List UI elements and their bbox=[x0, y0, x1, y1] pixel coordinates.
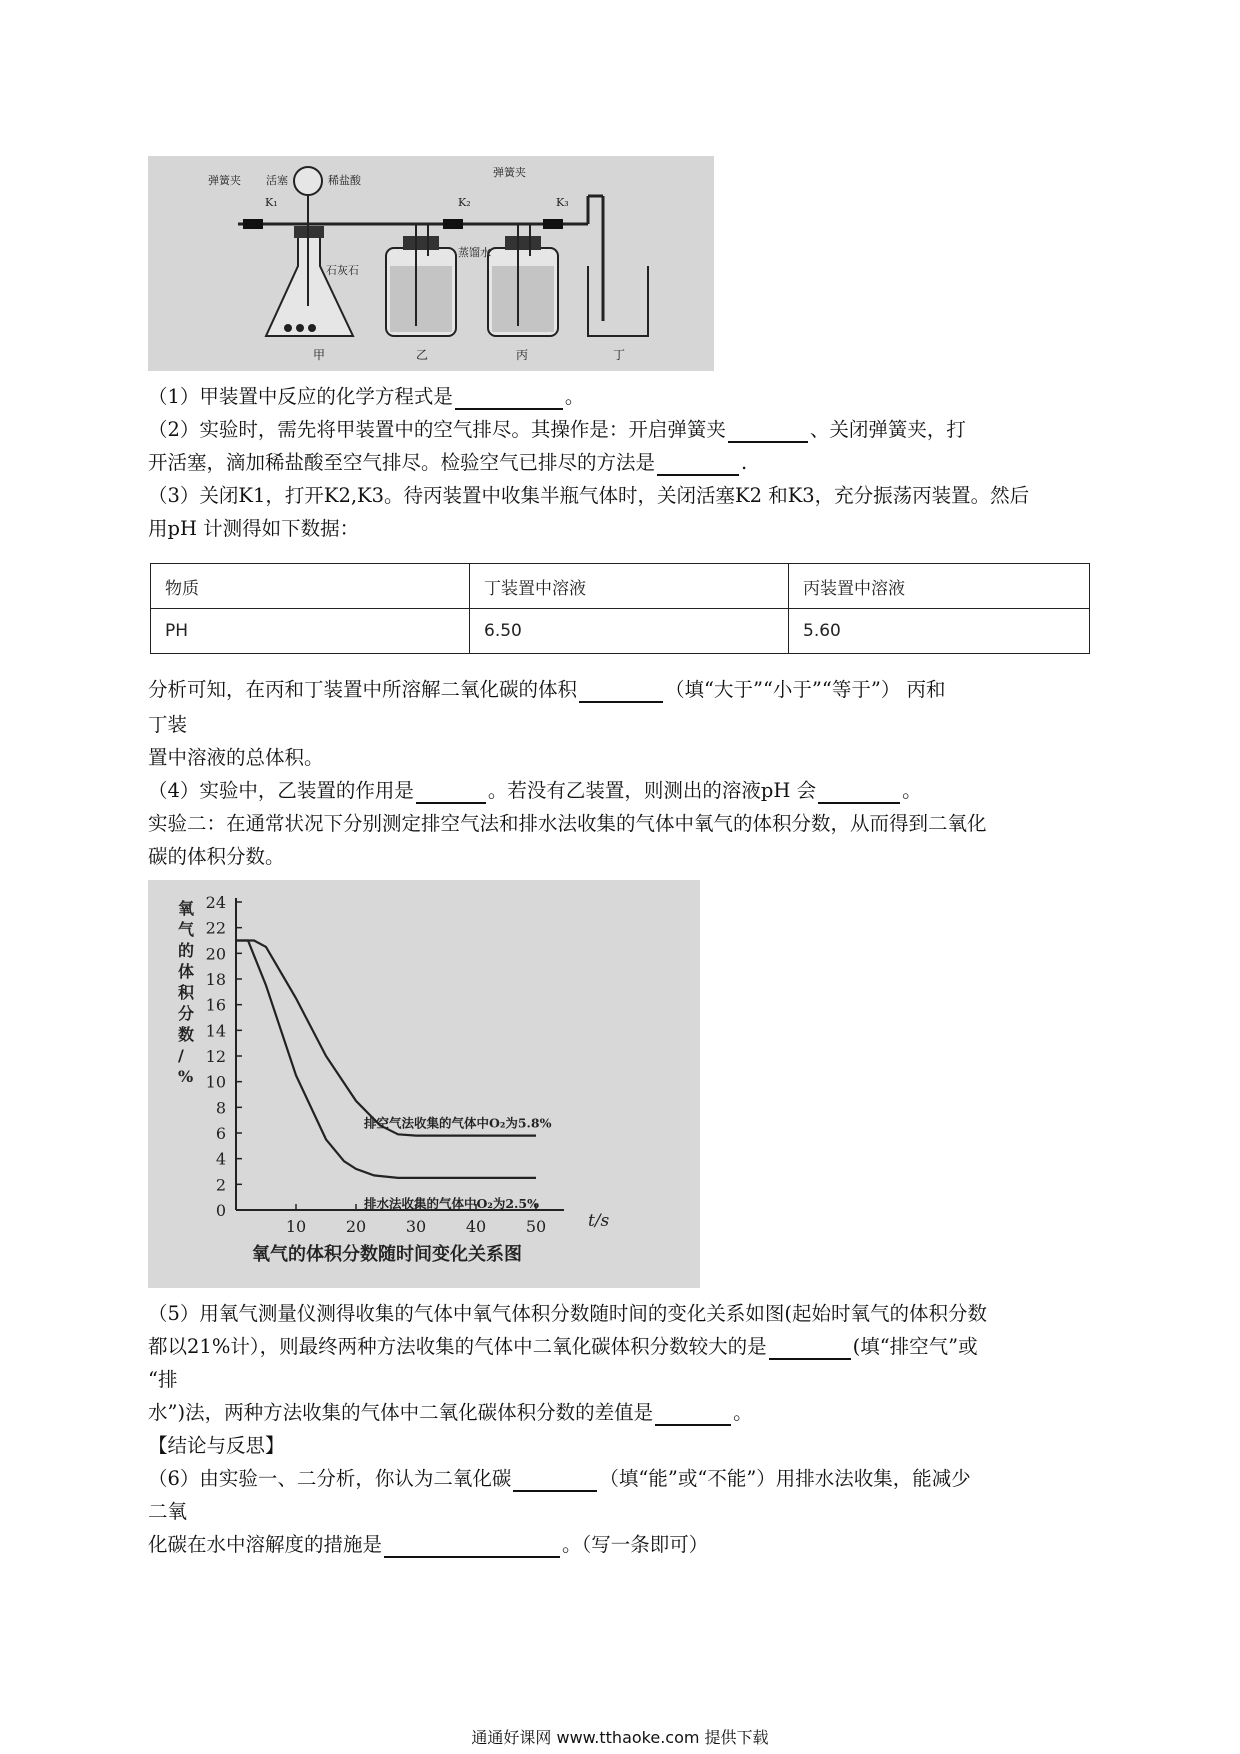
y-tick-label: 16 bbox=[205, 995, 226, 1015]
answer-blank[interactable] bbox=[416, 782, 486, 804]
y-tick-label: 14 bbox=[205, 1021, 226, 1041]
y-label-char: % bbox=[178, 1067, 194, 1086]
question-3-line-2: 用pH 计测得如下数据： bbox=[148, 517, 360, 540]
y-tick-label: 4 bbox=[215, 1149, 226, 1169]
answer-blank[interactable] bbox=[513, 1470, 597, 1492]
answer-blank[interactable] bbox=[728, 421, 808, 443]
label-k1: K₁ bbox=[265, 196, 278, 209]
footer-credit: 通通好课网 www.tthaoke.com 提供下载 bbox=[471, 1728, 769, 1747]
y-tick-label: 22 bbox=[205, 918, 226, 938]
apparatus-figure bbox=[148, 156, 714, 371]
question-6-line-2: 二氧 bbox=[148, 1500, 188, 1523]
y-label-char: 体 bbox=[178, 962, 195, 981]
y-tick-label: 12 bbox=[205, 1047, 226, 1066]
label-k3: K₃ bbox=[556, 196, 569, 209]
label-yi: 乙 bbox=[416, 348, 429, 362]
x-tick-label: 50 bbox=[525, 1217, 547, 1236]
chart-xlabel: t/s bbox=[588, 1211, 610, 1231]
table-cell: 6.50 bbox=[470, 609, 789, 654]
ph-table bbox=[150, 563, 1090, 654]
label-piston: 活塞 bbox=[266, 174, 288, 187]
label-dilute-hcl: 稀盐酸 bbox=[328, 174, 361, 187]
label-jia: 甲 bbox=[313, 348, 326, 362]
label-ding: 丁 bbox=[613, 348, 626, 362]
label-spring-clamp-2: 弹簧夹 bbox=[493, 166, 526, 179]
label-limestone: 石灰石 bbox=[326, 264, 359, 277]
answer-blank[interactable] bbox=[818, 782, 900, 804]
y-tick-label: 24 bbox=[205, 893, 226, 912]
y-label-char: 分 bbox=[178, 1004, 195, 1023]
answer-blank[interactable] bbox=[455, 388, 563, 410]
question-5-line-2: 都以21%计），则最终两种方法收集的气体中二氧化碳体积分数较大的是 (填“排空气”或 bbox=[148, 1335, 978, 1358]
y-tick-label: 10 bbox=[205, 1072, 226, 1092]
table-header-cell: 丙装置中溶液 bbox=[789, 564, 1090, 609]
label-bing: 丙 bbox=[516, 348, 529, 362]
analysis-line-3: 置中溶液的总体积。 bbox=[148, 746, 324, 769]
question-5-line-3: “排 bbox=[148, 1368, 178, 1391]
answer-blank[interactable] bbox=[579, 681, 663, 703]
table-header-row bbox=[151, 564, 1090, 609]
question-5-line-4: 水”)法，两种方法收集的气体中二氧化碳体积分数的差值是 。 bbox=[148, 1401, 753, 1424]
question-3-line-1: （3）关闭K1，打开K2,K3。待丙装置中收集半瓶气体时，关闭活塞K2 和K3，充分振荡丙装置。然后 bbox=[148, 484, 1030, 507]
analysis-line-2: 丁装 bbox=[148, 713, 188, 736]
y-tick-label: 6 bbox=[215, 1124, 226, 1143]
series-label: 排水法收集的气体中O₂为2.5% bbox=[364, 1195, 539, 1211]
question-5-line-1: （5）用氧气测量仪测得收集的气体中氧气体积分数随时间的变化关系如图(起始时氧气的体积分数 bbox=[148, 1302, 988, 1325]
y-tick-label: 8 bbox=[215, 1098, 226, 1118]
answer-blank[interactable] bbox=[769, 1338, 851, 1360]
question-4: （4）实验中，乙装置的作用是 。若没有乙装置，则测出的溶液pH 会 。 bbox=[148, 779, 922, 802]
y-label-char: 积 bbox=[178, 983, 195, 1002]
label-k2: K₂ bbox=[458, 196, 471, 209]
x-tick-label: 20 bbox=[345, 1217, 367, 1236]
label-distilled-water: 蒸馏水 bbox=[458, 246, 491, 259]
table-row bbox=[151, 609, 1090, 654]
analysis-line-1: 分析可知，在丙和丁装置中所溶解二氧化碳的体积 （填“大于”“小于”“等于”） 丙和 bbox=[148, 678, 946, 701]
x-tick-label: 10 bbox=[285, 1217, 307, 1236]
y-tick-label: 0 bbox=[215, 1201, 226, 1220]
table-header-cell: 物质 bbox=[151, 564, 470, 609]
y-label-char: 气 bbox=[178, 920, 195, 939]
table-cell: PH bbox=[151, 609, 470, 654]
y-label-char: 数 bbox=[178, 1025, 195, 1044]
o2-chart bbox=[148, 880, 700, 1288]
question-6-line-3: 化碳在水中溶解度的措施是 。（写一条即可） bbox=[148, 1533, 709, 1556]
question-2-line-2: 开活塞，滴加稀盐酸至空气排尽。检验空气已排尽的方法是 . bbox=[148, 451, 748, 474]
x-tick-label: 30 bbox=[405, 1217, 427, 1236]
y-label-char: 氧 bbox=[178, 899, 195, 918]
apparatus-drawing bbox=[148, 156, 714, 371]
y-label-char: 的 bbox=[178, 941, 195, 960]
label-spring-clamp-1: 弹簧夹 bbox=[208, 174, 241, 187]
chart-title: 氧气的体积分数随时间变化关系图 bbox=[252, 1244, 522, 1265]
o2-chart-figure bbox=[148, 880, 700, 1288]
series-label: 排空气法收集的气体中O₂为5.8% bbox=[364, 1115, 552, 1131]
y-tick-label: 2 bbox=[215, 1175, 226, 1195]
experiment-2-line-2: 碳的体积分数。 bbox=[148, 845, 285, 868]
table-cell: 5.60 bbox=[789, 609, 1090, 654]
y-tick-label: 20 bbox=[205, 944, 226, 964]
conclusion-heading: 【结论与反思】 bbox=[148, 1434, 285, 1457]
answer-blank[interactable] bbox=[657, 454, 739, 476]
x-tick-label: 40 bbox=[465, 1217, 487, 1236]
question-2-line-1: （2）实验时，需先将甲装置中的空气排尽。其操作是：开启弹簧夹 、关闭弹簧夹，打 bbox=[148, 418, 966, 441]
question-1: （1）甲装置中反应的化学方程式是 。 bbox=[148, 385, 585, 408]
answer-blank[interactable] bbox=[655, 1404, 731, 1426]
y-label-char: / bbox=[178, 1046, 184, 1065]
answer-blank[interactable] bbox=[384, 1536, 560, 1558]
experiment-2-line-1: 实验二：在通常状况下分别测定排空气法和排水法收集的气体中氧气的体积分数，从而得到二氧化 bbox=[148, 812, 987, 835]
y-tick-label: 18 bbox=[205, 970, 226, 989]
question-6-line-1: （6）由实验一、二分析，你认为二氧化碳 （填“能”或“不能”）用排水法收集，能减少 bbox=[148, 1467, 971, 1490]
table-header-cell: 丁装置中溶液 bbox=[470, 564, 789, 609]
